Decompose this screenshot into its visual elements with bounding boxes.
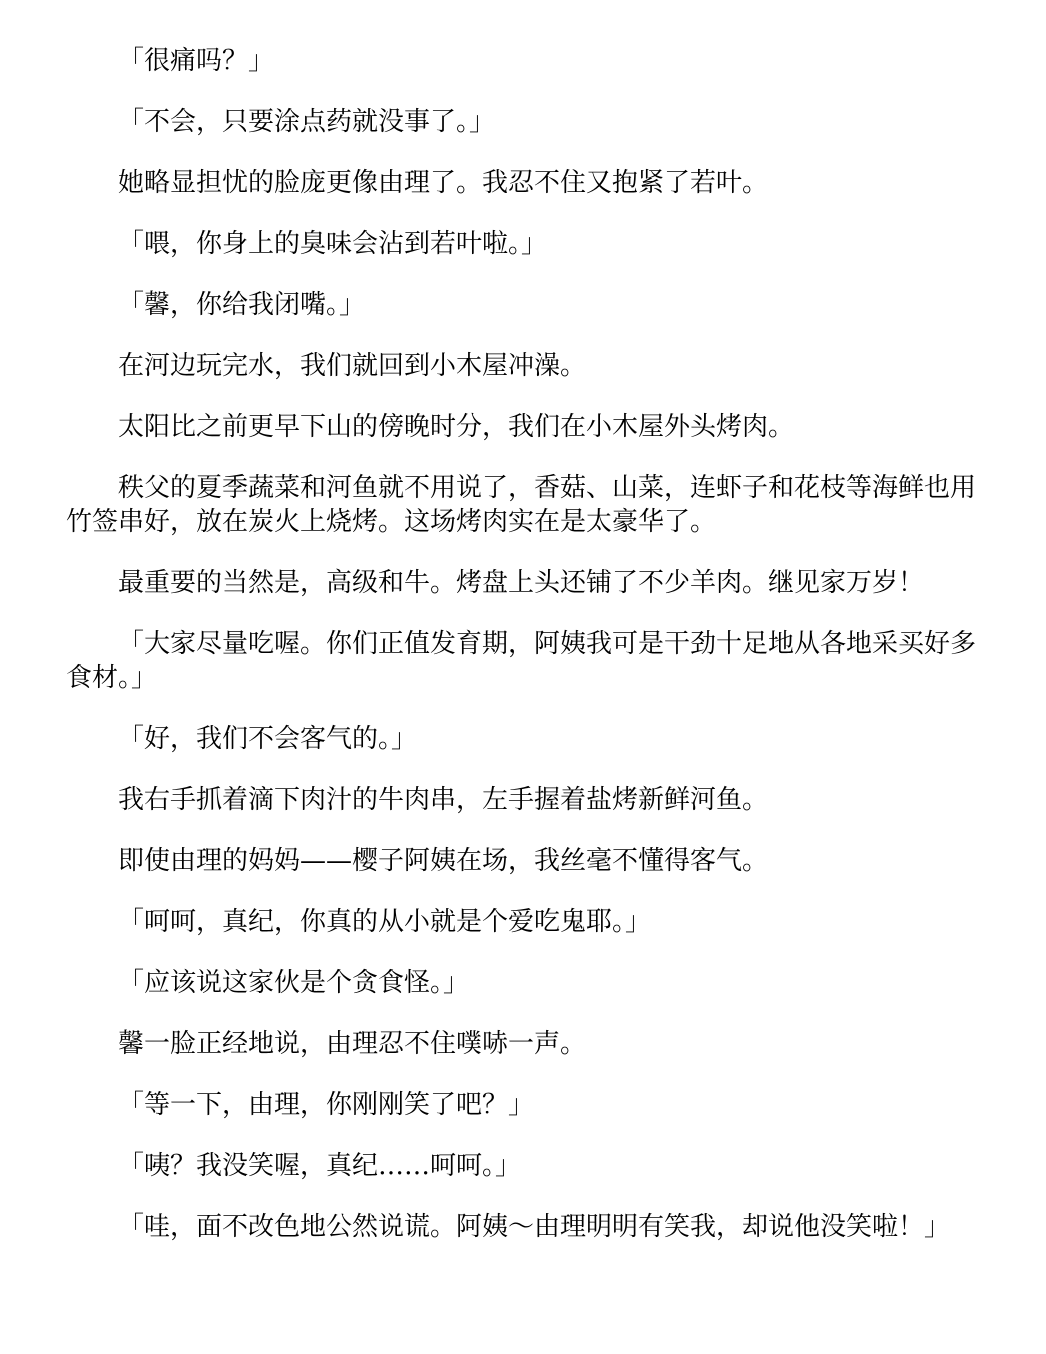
paragraph: 她略显担忧的脸庞更像由理了。我忍不住又抱紧了若叶。 (118, 168, 769, 198)
paragraph: 「呵呵，真纪，你真的从小就是个爱吃鬼耶。」 (118, 907, 652, 937)
paragraph: 馨一脸正经地说，由理忍不住噗哧一声。 (118, 1029, 587, 1059)
paragraph: 「咦？我没笑喔，真纪……呵呵。」 (118, 1151, 522, 1181)
paragraph: 「等一下，由理，你刚刚笑了吧？」 (118, 1090, 535, 1120)
paragraph: 即使由理的妈妈——樱子阿姨在场，我丝毫不懂得客气。 (118, 846, 769, 876)
paragraph: 「好，我们不会客气的。」 (118, 724, 418, 754)
paragraph: 「喂，你身上的臭味会沾到若叶啦。」 (118, 229, 548, 259)
paragraph: 我右手抓着滴下肉汁的牛肉串，左手握着盐烤新鲜河鱼。 (118, 785, 769, 815)
paragraph: 太阳比之前更早下山的傍晚时分，我们在小木屋外头烤肉。 (118, 412, 795, 442)
paragraph: 「馨，你给我闭嘴。」 (118, 290, 366, 320)
document-page (66, 44, 978, 1271)
paragraph: 「应该说这家伙是个贪食怪。」 (118, 968, 470, 998)
paragraph: 秩父的夏季蔬菜和河鱼就不用说了，香菇、山菜，连虾子和花枝等海鲜也用竹签串好，放在炭火上烧烤。这场烤肉实在是太豪华了。 (66, 473, 977, 537)
paragraph: 「很痛吗？」 (118, 46, 275, 76)
paragraph: 「不会，只要涂点药就没事了。」 (118, 107, 496, 137)
paragraph: 「大家尽量吃喔。你们正值发育期，阿姨我可是干劲十足地从各地采买好多食材。」 (66, 629, 977, 693)
paragraph: 在河边玩完水，我们就回到小木屋冲澡。 (118, 351, 587, 381)
paragraph: 「哇，面不改色地公然说谎。阿姨～由理明明有笑我，却说他没笑啦！」 (118, 1212, 951, 1242)
paragraph: 最重要的当然是，高级和牛。烤盘上头还铺了不少羊肉。继见家万岁！ (118, 568, 925, 598)
